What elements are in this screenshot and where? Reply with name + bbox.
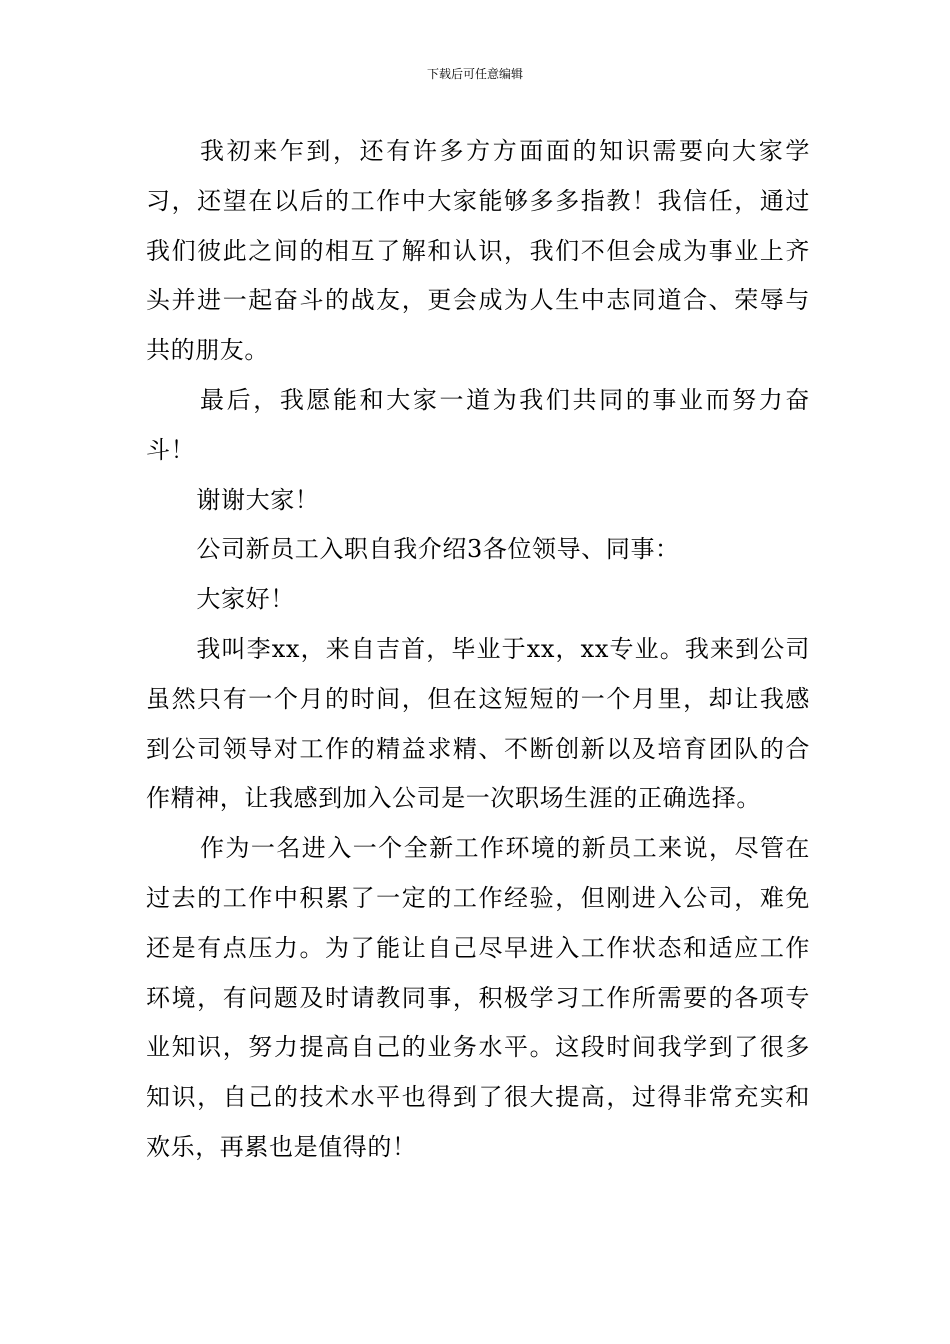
paragraph-greeting: 大家好！ (196, 585, 295, 614)
paragraph-closing: 最后，我愿能和大家一道为我们共同的事业而努力奋斗！ (146, 385, 810, 464)
paragraph-introduction: 我初来乍到，还有许多方方面面的知识需要向大家学习，还望在以后的工作中大家能够多多指教！我信任，通过我们彼此之间的相互了解和认识，我们不但会成为事业上齐头并进一起奋斗的战友，更会成为人生中志同道合、荣辱与共的朋友。 (146, 137, 810, 365)
paragraph-thanks: 谢谢大家！ (196, 485, 320, 514)
page-header: 下载后可任意编辑 (426, 67, 523, 81)
paragraph-self-introduction: 我叫李xx，来自吉首，毕业于xx，xx专业。我来到公司虽然只有一个月的时间，但在这短短的一个月里，却让我感到公司领导对工作的精益求精、不断创新以及培育团队的合作精神，让我感到加入公司是一次职场生涯的正确选择。 (146, 634, 810, 813)
paragraph-section-title: 公司新员工入职自我介绍3各位领导、同事： (196, 535, 680, 564)
paragraph-work-experience: 作为一名进入一个全新工作环境的新员工来说，尽管在过去的工作中积累了一定的工作经验，但刚进入公司，难免还是有点压力。为了能让自己尽早进入工作状态和适应工作环境，有问题及时请教同事，积极学习工作所需要的各项专业知识，努力提高自己的业务水平。这段时间我学到了很多知识，自己的技术水平也得到了很大提高，过得非常充实和欢乐，再累也是值得的！ (146, 834, 810, 1161)
document-body (146, 127, 810, 1173)
